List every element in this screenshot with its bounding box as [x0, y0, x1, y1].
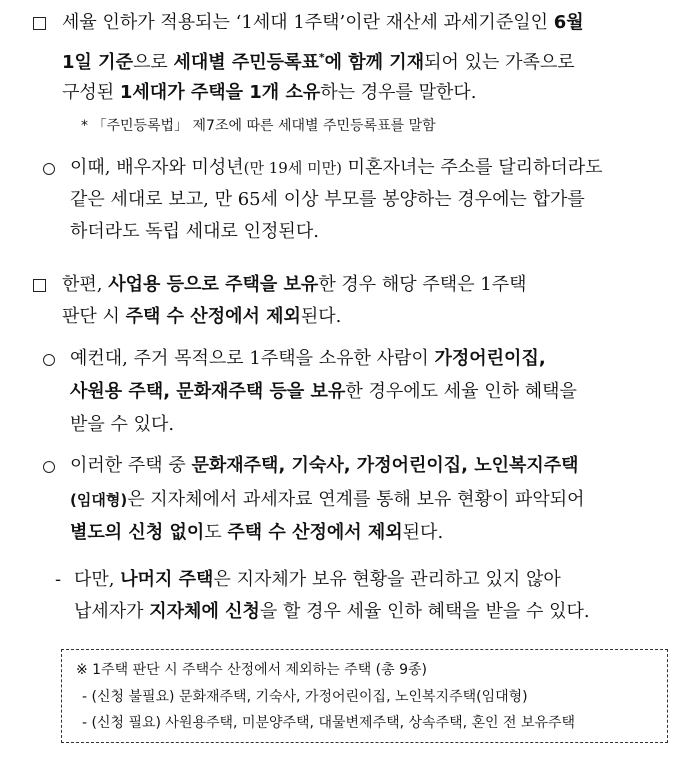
text: 한 경우 해당 주택은 1주택 [318, 274, 527, 295]
para1-line1 [62, 10, 584, 36]
summary-item-no-application: - (신청 불필요) 문화재주택, 기숙사, 가정어린이집, 노인복지주택(임대형) [82, 689, 528, 705]
summary-title: ※ 1주택 판단 시 주택수 산정에서 제외하는 주택 (총 9종) [76, 662, 427, 678]
text-bold: 주택 수 산정에서 제외 [125, 306, 301, 327]
sub1-line1 [70, 155, 603, 181]
text: 하더라도 독립 세대로 인정된다. [70, 221, 319, 242]
text: (만 19세 미만) [243, 159, 342, 177]
checkbox-bullet-icon [33, 279, 46, 292]
text: 같은 세대로 보고, 만 65세 이상 부모를 봉양하는 경우에는 합가를 [70, 189, 585, 210]
text-bold: 사업용 등으로 주택을 보유 [108, 274, 319, 295]
text-bold: 지자체에 신청 [149, 601, 260, 622]
sub1-line2 [70, 187, 585, 213]
text: 하는 경우를 말한다. [320, 82, 477, 103]
summary-item-application: - (신청 필요) 사원용주택, 미분양주택, 대물변제주택, 상속주택, 혼인 전 보유주택 [82, 715, 576, 731]
text: 한편, [62, 274, 109, 295]
sub3-line3 [70, 520, 443, 546]
text-bold: (임대형) [70, 491, 128, 509]
text-bold: 세대별 주민등록표 [173, 52, 319, 73]
text: 미혼자녀는 주소를 달리하더라도 [341, 157, 603, 178]
text-bold: 나머지 주택 [120, 569, 214, 590]
summary-box [61, 649, 668, 743]
text-bold: 1일 기준 [62, 52, 133, 73]
text: 다만, [74, 569, 121, 590]
sub1-line3 [70, 219, 319, 245]
text: 세율 인하가 적용되는 ‘1세대 1주택’이란 재산세 과세기준일인 [62, 12, 554, 33]
text-bold: 6월 [553, 12, 584, 33]
text: 이러한 주택 중 [70, 455, 192, 476]
para2-line1 [62, 272, 527, 298]
text: 구성된 [62, 82, 120, 103]
text-bold: 에 함께 기재 [324, 52, 425, 73]
sub2-line2 [70, 379, 577, 405]
circle-bullet-icon [43, 461, 55, 473]
sub3-line2 [70, 487, 585, 513]
text: 된다. [402, 522, 444, 543]
para1-line2 [62, 45, 575, 76]
text: 으로 [132, 52, 174, 73]
dash1-line1 [74, 567, 561, 593]
circle-bullet-icon [43, 163, 55, 175]
footnote-text: * 「주민등록법」 제7조에 따른 세대별 주민등록표를 말함 [81, 118, 436, 134]
text-bold: 사원용 주택, 문화재주택 등을 보유 [70, 381, 346, 402]
checkbox-bullet-icon [33, 17, 46, 30]
text: 은 지자체가 보유 현황을 관리하고 있지 않아 [213, 569, 561, 590]
text: 한 경우에도 세율 인하 혜택을 [345, 381, 577, 402]
text: 예컨대, 주거 목적으로 1주택을 소유한 사람이 [70, 348, 435, 369]
circle-bullet-icon [43, 354, 55, 366]
text: 되어 있는 가족으로 [424, 52, 575, 73]
dash1-line2 [74, 599, 590, 625]
sub2-line3 [70, 412, 174, 438]
text-bold: 가정어린이집, [434, 348, 546, 369]
sub3-line1 [70, 453, 579, 479]
text: 받을 수 있다. [70, 414, 175, 435]
para2-line2 [62, 304, 341, 330]
text: 도 [204, 522, 228, 543]
text: 을 할 경우 세율 인하 혜택을 받을 수 있다. [259, 601, 590, 622]
sub2-line1 [70, 346, 546, 372]
text: 된다. [300, 306, 342, 327]
text: 판단 시 [62, 306, 126, 327]
para1-footnote [81, 113, 436, 139]
footnote-mark: * [318, 51, 325, 64]
text-bold: 1세대가 주택을 1개 소유 [119, 82, 321, 103]
text-bold: 별도의 신청 없이 [70, 522, 205, 543]
text-bold: 문화재주택, 기숙사, 가정어린이집, 노인복지주택 [191, 455, 579, 476]
text: 은 지자체에서 과세자료 연계를 통해 보유 현황이 파악되어 [127, 489, 585, 510]
text: 이때, 배우자와 미성년 [70, 157, 244, 178]
text: 납세자가 [74, 601, 150, 622]
dash-bullet: - [55, 569, 62, 590]
text-bold: 주택 수 산정에서 제외 [227, 522, 403, 543]
para1-line3 [62, 80, 477, 106]
